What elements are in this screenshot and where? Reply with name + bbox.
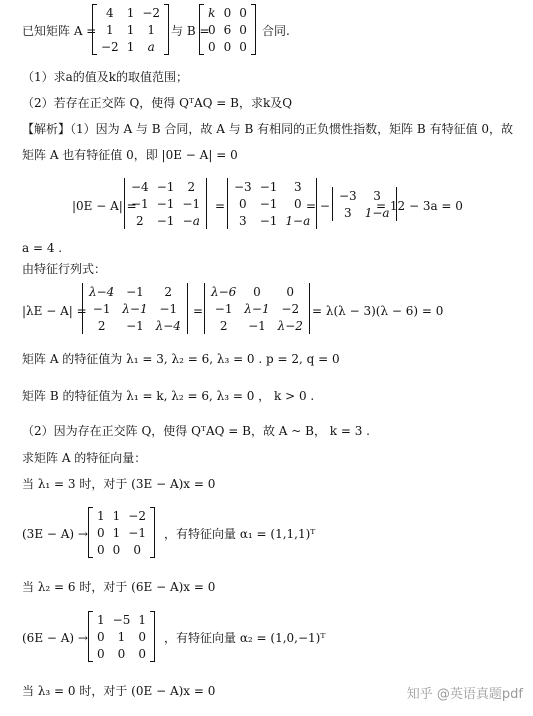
matrix-A: [92, 4, 169, 55]
matrix-cell: −1: [126, 318, 144, 333]
matrix-cell: −1: [259, 196, 278, 211]
matrix-cell: 0: [223, 39, 232, 54]
char-matrix-1: [80, 283, 190, 334]
eigenvector-1: ，有特征向量 α₁ = (1,1,1)ᵀ: [164, 527, 316, 541]
matrix-cell: −a: [182, 213, 200, 228]
matrix-cell: 1: [147, 22, 156, 37]
matrix-cell: −1: [156, 179, 175, 194]
matrix-cell: λ−4: [89, 284, 115, 299]
reduce-lhs-2: (6E − A) →: [22, 631, 88, 645]
matrix-cell: −1: [156, 196, 175, 211]
matrix-cell: λ−2: [277, 318, 303, 333]
matrix-cell: −1: [92, 301, 111, 316]
matrix-cell: −1: [131, 196, 149, 211]
matrix-cell: 1: [112, 525, 121, 540]
matrix-grid: [207, 283, 307, 334]
matrix-cell: 0: [117, 646, 126, 661]
matrix-cell: a: [147, 39, 155, 54]
matrix-cell: 2: [164, 284, 173, 299]
matrix-cell: λ−1: [244, 301, 270, 316]
matrix-cell: −1: [248, 318, 266, 333]
matrix-cell: 0: [138, 646, 146, 661]
left-det-bar: [82, 283, 83, 334]
matrix-grid: [230, 178, 314, 229]
matrix-cell: 0: [253, 284, 261, 299]
matrix-cell: 6: [223, 22, 232, 37]
watermark: 知乎 @英语真题pdf: [406, 687, 523, 702]
matrix-cell: −1: [128, 525, 146, 540]
matrix-cell: 0: [97, 542, 105, 557]
matrix-cell: −3: [339, 188, 357, 203]
matrix-cell: −1: [159, 301, 178, 316]
matrix-cell: 2: [187, 179, 196, 194]
matrix-cell: 1: [112, 508, 121, 523]
matrix-cell: 3: [294, 179, 302, 194]
matrix-cell: 0: [239, 5, 247, 20]
matrix-cell: 0: [239, 39, 247, 54]
left-det-bar: [124, 178, 125, 229]
matrix-cell: 0: [286, 284, 295, 299]
det0-equals: =: [215, 199, 226, 213]
matrix-cell: −4: [131, 179, 149, 194]
matrix-cell: −2: [281, 301, 300, 316]
eigenvector-2: ，有特征向量 α₂ = (1,0,−1)ᵀ: [164, 631, 326, 645]
problem-line1-pre: 已知矩阵 A =: [22, 24, 97, 38]
right-bracket: [164, 4, 169, 55]
matrix-grid: [93, 507, 150, 558]
char-result: = λ(λ − 3)(λ − 6) = 0: [312, 304, 444, 318]
matrix-cell: 0: [138, 629, 146, 644]
problem-line1-mid: 与 B =: [171, 24, 210, 38]
matrix-grid: [204, 4, 251, 55]
det0-lhs: |0E − A| =: [72, 199, 137, 213]
matrix-cell: 1: [97, 508, 105, 523]
matrix-cell: 1−a: [364, 205, 390, 220]
matrix-cell: −3: [234, 179, 252, 194]
question-1: （1）求a的值及k的取值范围；: [22, 70, 189, 84]
char-lhs: |λE − A| =: [22, 304, 87, 318]
matrix-grid: [127, 178, 204, 229]
matrix-B: [199, 4, 256, 55]
matrix-cell: 1: [97, 612, 105, 627]
reduced-matrix-2: [88, 611, 155, 662]
right-det-bar: [309, 283, 310, 334]
matrix-cell: −1: [182, 196, 201, 211]
reduce-lhs-1: (3E − A) →: [22, 527, 88, 541]
part2-statement: （2）因为存在正交阵 Q，使得 QᵀAQ = B，故 A ~ B， k = 3 .: [22, 424, 371, 438]
matrix-cell: 1: [126, 39, 135, 54]
matrix-cell: λ−6: [211, 284, 237, 299]
solution-intro-2: 矩阵 A 也有特征值 0，即 |0E − A| = 0: [22, 148, 238, 162]
matrix-cell: −1: [126, 284, 144, 299]
matrix-cell: 0: [97, 646, 105, 661]
matrix-cell: k: [208, 5, 216, 20]
det0-result: = 12 − 3a = 0: [376, 199, 463, 213]
left-det-bar: [227, 178, 228, 229]
matrix-grid: [97, 4, 164, 55]
reduced-matrix-1: [88, 507, 155, 558]
det0-neg: = −: [306, 199, 330, 213]
left-det-bar: [204, 283, 205, 334]
right-det-bar: [206, 178, 207, 229]
matrix-cell: 0: [239, 196, 247, 211]
matrix-cell: 4: [106, 5, 114, 20]
matrix-cell: 3: [239, 213, 247, 228]
problem-line1-post: 合同.: [262, 24, 290, 38]
matrix-cell: −2: [128, 508, 146, 523]
matrix-cell: 2: [97, 318, 106, 333]
right-det-bar: [187, 283, 188, 334]
right-bracket: [150, 611, 155, 662]
matrix-cell: 3: [373, 188, 381, 203]
question-2: （2）若存在正交阵 Q，使得 QᵀAQ = B，求k及Q: [22, 96, 293, 110]
matrix-cell: 0: [97, 629, 105, 644]
solution-intro-1: 【解析】（1）因为 A 与 B 合同，故 A 与 B 有相同的正负惯性指数，矩阵 B 有特征值 0，故: [22, 122, 514, 136]
case-lambda1: 当 λ₁ = 3 时，对于 (3E − A)x = 0: [22, 477, 216, 491]
matrix-cell: λ−1: [122, 301, 148, 316]
matrix-cell: 1: [126, 22, 135, 37]
matrix-cell: 0: [208, 39, 216, 54]
a-value: a = 4 .: [22, 241, 63, 255]
det0-matrix-1: [122, 178, 209, 229]
right-bracket: [251, 4, 256, 55]
matrix-cell: −5: [112, 612, 131, 627]
char-matrix-2: [202, 283, 312, 334]
case-lambda3: 当 λ₃ = 0 时，对于 (0E − A)x = 0: [22, 684, 216, 698]
matrix-cell: 1−a: [285, 213, 311, 228]
left-det-bar: [332, 187, 333, 221]
matrix-cell: 0: [97, 525, 105, 540]
matrix-cell: 1: [138, 612, 146, 627]
matrix-grid: [85, 283, 185, 334]
char-title: 由特征行列式：: [22, 262, 107, 276]
matrix-cell: −1: [259, 179, 278, 194]
matrix-cell: −1: [156, 213, 175, 228]
matrix-cell: 0: [112, 542, 121, 557]
case-lambda2: 当 λ₂ = 6 时，对于 (6E − A)x = 0: [22, 580, 216, 594]
find-eigenvectors: 求矩阵 A 的特征向量：: [22, 451, 147, 465]
matrix-cell: λ−4: [155, 318, 181, 333]
matrix-cell: 2: [219, 318, 228, 333]
matrix-cell: 0: [208, 22, 216, 37]
matrix-cell: −2: [142, 5, 161, 20]
matrix-cell: 1: [117, 629, 126, 644]
char-equals: =: [193, 304, 204, 318]
matrix-cell: 1: [106, 22, 114, 37]
matrix-cell: 0: [294, 196, 302, 211]
matrix-grid: [93, 611, 150, 662]
matrix-cell: 2: [136, 213, 144, 228]
matrix-cell: 0: [223, 5, 232, 20]
matrix-cell: 3: [344, 205, 352, 220]
eigenvalues-A: 矩阵 A 的特征值为 λ₁ = 3, λ₂ = 6, λ₃ = 0 . p = 2, q = 0: [22, 352, 340, 366]
matrix-cell: −2: [101, 39, 119, 54]
matrix-cell: 0: [239, 22, 247, 37]
eigenvalues-B: 矩阵 B 的特征值为 λ₁ = k, λ₂ = 6, λ₃ = 0 ， k > 0 .: [22, 389, 315, 403]
matrix-cell: −1: [259, 213, 278, 228]
matrix-cell: 1: [126, 5, 135, 20]
matrix-cell: −1: [214, 301, 233, 316]
matrix-cell: 0: [133, 542, 141, 557]
right-bracket: [150, 507, 155, 558]
